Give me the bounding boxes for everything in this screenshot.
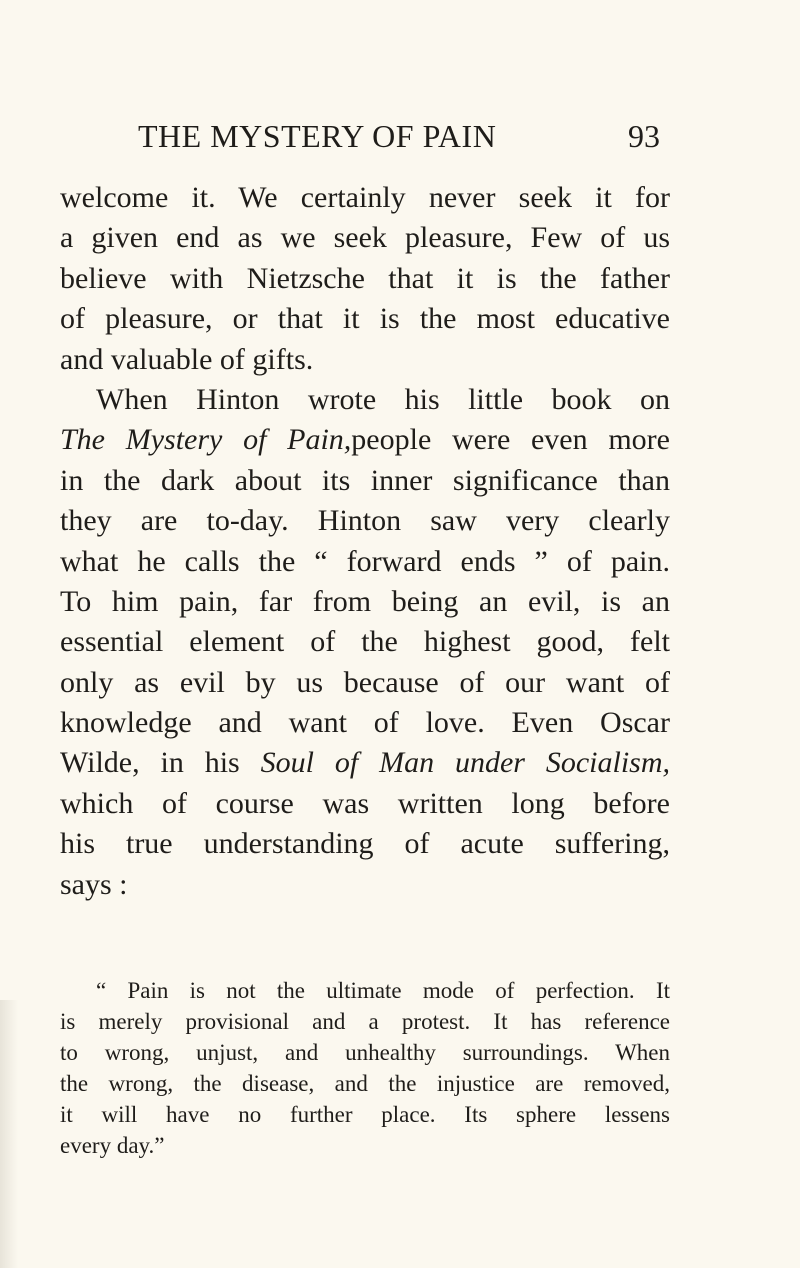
book-title-italic: Soul of Man under Socialism, <box>260 746 670 780</box>
page-number: 93 <box>628 118 660 154</box>
text-fragment: people were even more <box>351 423 670 457</box>
page-edge-shadow <box>0 1000 18 1268</box>
text-line: To him pain, far from being an evil, is an <box>60 584 670 618</box>
body-paragraphs <box>60 178 670 905</box>
quote-line: to wrong, unjust, and unhealthy surroundings. When <box>60 1040 670 1065</box>
text-line: in the dark about its inner significance than <box>60 463 670 497</box>
text-line: When Hinton wrote his little book on <box>96 382 670 416</box>
running-head <box>0 118 800 158</box>
text-fragment: Wilde, in his <box>60 746 261 780</box>
quote-line: is merely provisional and a protest. It has reference <box>60 1009 670 1034</box>
quote-line: “ Pain is not the ultimate mode of perfection. It <box>96 978 670 1003</box>
text-line: of pleasure, or that it is the most educative <box>60 302 670 336</box>
text-line: what he calls the “ forward ends ” of pain. <box>60 544 670 578</box>
text-line: a given end as we seek pleasure, Few of us <box>60 221 670 255</box>
text-line: welcome it. We certainly never seek it for <box>60 181 670 214</box>
text-line: knowledge and want of love. Even Oscar <box>60 706 670 740</box>
text-line: and valuable of gifts. <box>60 342 314 376</box>
text-line <box>60 743 670 783</box>
quote-line: every day.” <box>60 1133 165 1158</box>
text-line: which of course was written long before <box>60 786 670 820</box>
text-line: says : <box>60 867 128 901</box>
quote-line: the wrong, the disease, and the injustice are removed, <box>60 1071 670 1096</box>
running-title: THE MYSTERY OF PAIN <box>138 118 497 154</box>
text-line: essential element of the highest good, felt <box>60 625 670 659</box>
text-line <box>60 420 670 460</box>
book-title-italic: The Mystery of Pain, <box>60 423 352 457</box>
text-line: believe with Nietzsche that it is the father <box>60 261 670 295</box>
quote-line: it will have no further place. Its sphere lessens <box>60 1102 670 1127</box>
text-line: they are to-day. Hinton saw very clearly <box>60 504 670 538</box>
block-quote <box>60 975 670 1161</box>
text-line: only as evil by us because of our want of <box>60 665 670 699</box>
text-line: his true understanding of acute suffering, <box>60 827 670 861</box>
